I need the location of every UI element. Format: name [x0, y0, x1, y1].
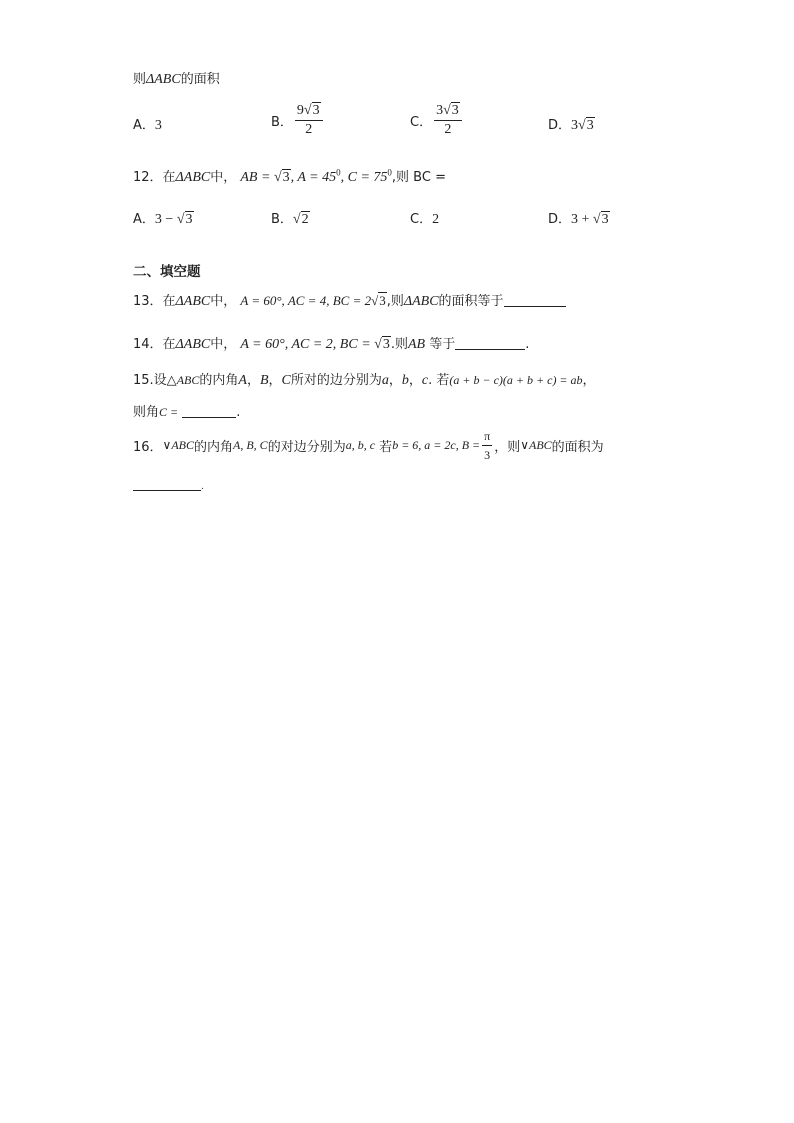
text: 等于 — [429, 337, 456, 352]
question-13 — [133, 290, 566, 310]
text: ， — [268, 373, 282, 388]
superscript: 0 — [387, 167, 392, 178]
question-number: 15.设△ — [133, 373, 177, 388]
text: ， — [408, 373, 422, 388]
q11-stem-tail — [133, 68, 220, 88]
radicand: 3 — [185, 212, 193, 227]
fraction — [434, 103, 462, 138]
q11-option-c — [410, 103, 464, 138]
triangle-abc: ΔABC — [175, 294, 211, 309]
text: . — [201, 482, 204, 492]
sqrt: √3 — [303, 103, 320, 118]
math: A — [238, 373, 247, 388]
math: c — [421, 373, 429, 388]
math: A, B, C — [233, 438, 268, 452]
math: A = 60°, AC = 4, BC = 2 — [240, 293, 372, 308]
question-16 — [133, 428, 604, 463]
math: AB = — [240, 170, 274, 185]
text: . 若 — [428, 373, 450, 388]
radicand: 3 — [282, 170, 290, 185]
option-label: A． — [133, 212, 155, 227]
sqrt: √3 — [273, 170, 290, 185]
radicand: 3 — [379, 293, 386, 308]
math: a, b, c — [345, 438, 376, 452]
math: (a + b − c)(a + b + c) = ab — [449, 373, 583, 387]
text: ， — [582, 373, 596, 388]
answer-blank[interactable] — [455, 335, 525, 350]
triangle-abc: ΔABC — [175, 337, 211, 352]
numerator: π — [482, 428, 492, 446]
q12-option-b — [271, 208, 310, 228]
text: . — [236, 405, 241, 420]
denominator: 2 — [444, 122, 452, 137]
math: ABC — [176, 373, 200, 387]
denominator: 2 — [305, 122, 313, 137]
math: , A = 45 — [290, 170, 337, 185]
radicand: 3 — [586, 118, 594, 133]
answer-blank[interactable] — [182, 403, 236, 418]
sqrt: √2 — [292, 212, 309, 227]
math: C = — [159, 405, 179, 419]
math: 3 + — [571, 212, 593, 227]
text: ,则 BC = — [391, 170, 446, 185]
question-15-cont — [133, 401, 240, 420]
text: . — [525, 337, 530, 352]
triangle-abc: ΔABC — [146, 72, 181, 87]
sqrt: √3 — [443, 103, 459, 118]
sqrt: √3 — [374, 337, 390, 352]
denominator: 3 — [484, 448, 491, 462]
text: 的面积 — [180, 72, 220, 87]
text: 若 — [379, 440, 393, 455]
question-number: 16． — [133, 440, 163, 455]
text: ， — [246, 373, 260, 388]
sqrt: √3 — [176, 212, 193, 227]
math: C — [281, 373, 291, 388]
option-label: C． — [410, 212, 433, 227]
math: b — [401, 373, 409, 388]
triangle-abc: ΔABC — [403, 294, 439, 309]
text: ， — [388, 373, 402, 388]
option-label: D． — [548, 212, 572, 227]
q11-option-a — [133, 114, 162, 134]
math: a — [381, 373, 389, 388]
text: 则 — [133, 72, 147, 87]
text: 中， — [210, 170, 237, 185]
numerator: 3 — [436, 103, 444, 118]
sqrt: √3 — [371, 293, 386, 308]
math: 3 − — [154, 212, 177, 227]
text: ，则 — [494, 440, 521, 455]
q12-option-c — [410, 208, 439, 228]
option-value: 3 — [154, 118, 162, 133]
section-heading: 二、填空题 — [133, 264, 201, 280]
option-label: C． — [410, 115, 433, 130]
text: 的内角 — [199, 373, 239, 388]
question-12 — [133, 166, 446, 186]
radicand: 2 — [301, 212, 309, 227]
text: 的面积等于 — [438, 294, 504, 309]
question-number: 12．在 — [133, 170, 176, 185]
q11-option-b — [271, 103, 325, 138]
sqrt: √3 — [592, 212, 609, 227]
triangle-abc: ∨ABC — [520, 438, 552, 452]
numerator: 9 — [296, 103, 304, 118]
radicand: 3 — [382, 337, 390, 352]
option-label: A． — [133, 118, 155, 133]
text: 的对边分别为 — [267, 440, 346, 455]
radicand: 3 — [312, 103, 320, 118]
q11-option-d — [548, 114, 595, 134]
question-number: 13．在 — [133, 294, 176, 309]
option-label: B． — [271, 115, 293, 130]
option-label: B． — [271, 212, 293, 227]
answer-blank[interactable] — [504, 292, 566, 307]
fraction — [295, 103, 323, 138]
radicand: 3 — [601, 212, 609, 227]
text: .则 — [390, 337, 408, 352]
fraction — [482, 428, 492, 463]
triangle-abc: ΔABC — [175, 170, 211, 185]
question-14 — [133, 333, 529, 353]
option-label: D． — [548, 118, 572, 133]
question-15 — [133, 369, 596, 389]
text: 的面积为 — [551, 440, 604, 455]
text: 所对的边分别为 — [290, 373, 382, 388]
answer-blank[interactable] — [133, 476, 201, 491]
question-number: 14．在 — [133, 337, 176, 352]
text: 的内角 — [194, 440, 234, 455]
triangle-abc: ∨ABC — [162, 438, 194, 452]
sqrt: √3 — [578, 118, 594, 133]
text: 中， — [210, 337, 237, 352]
q12-option-a — [133, 208, 194, 228]
coefficient: 3 — [571, 118, 579, 133]
option-value: 2 — [432, 212, 440, 227]
math: AB — [407, 337, 426, 352]
text: 则角 — [133, 405, 160, 420]
math: , C = 75 — [340, 170, 388, 185]
superscript: 0 — [336, 167, 341, 178]
text: ,则 — [386, 294, 404, 309]
math: A = 60°, AC = 2, BC = — [240, 337, 375, 352]
text: 中， — [210, 294, 237, 309]
radicand: 3 — [451, 103, 459, 118]
math: b = 6, a = 2c, B = — [392, 438, 481, 452]
q12-option-d — [548, 208, 610, 228]
question-16-cont — [133, 476, 204, 493]
math: B — [259, 373, 269, 388]
